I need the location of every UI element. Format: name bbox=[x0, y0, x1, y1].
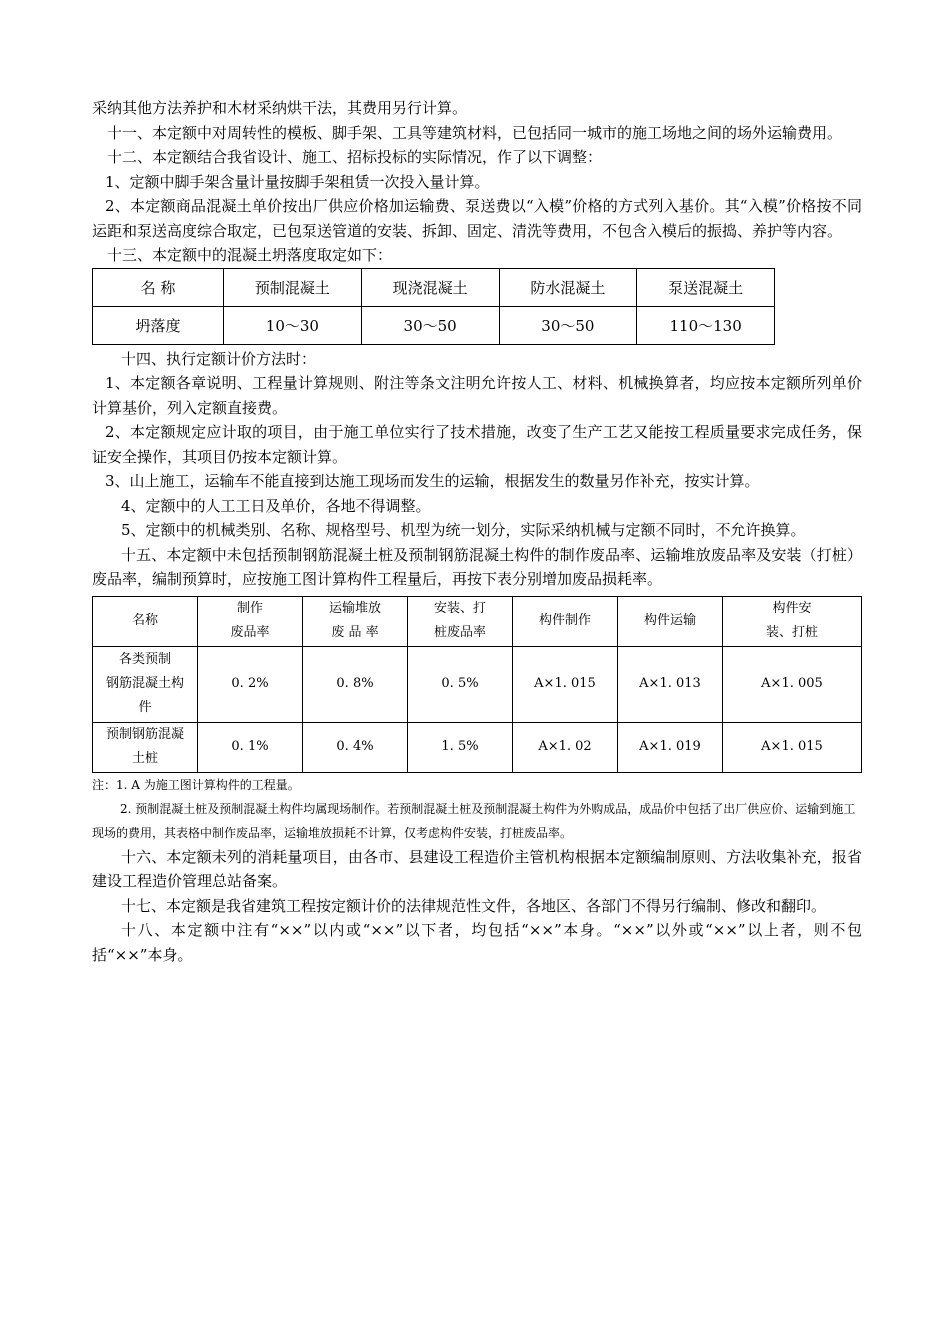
document-page bbox=[92, 96, 862, 967]
paragraph-sub-1: 1、本定额各章说明、工程量计算规则、附注等条文注明允许按人工、材料、机械换算者，均应按本定额所列单价计算基价，列入定额直接费。 bbox=[92, 374, 862, 417]
table-cell: 坍落度 bbox=[93, 306, 224, 344]
table-cell: 30～50 bbox=[361, 306, 499, 344]
table-row bbox=[93, 306, 775, 344]
paragraph-sub-2: 2、本定额商品混凝土单价按出厂供应价格加运输费、泵送费以“入模”价格的方式列入基价。其“入模”价格按不同运距和泵送高度综合取定，已包泵送管道的安装、拆卸、固定、清洗等费用，不包含入模后的振捣、养护等内容。 bbox=[92, 197, 862, 240]
paragraph-sub-3: 3、山上施工，运输车不能直接到达施工现场而发生的运输，根据发生的数量另作补充，按实计算。 bbox=[105, 472, 760, 490]
table-note-1: 注：1. A 为施工图计算构件的工程量。 bbox=[92, 777, 300, 792]
paragraph-sub-1: 1、定额中脚手架含量计量按脚手架租赁一次投入量计算。 bbox=[105, 172, 490, 191]
table-row bbox=[93, 722, 862, 772]
paragraph-item-15: 十五、本定额中未包括预制钢筋混凝土桩及预制钢筋混凝土构件的制作废品率、运输堆放废品率及安装（打桩）废品率，编制预算时，应按施工图计算构件工程量后，再按下表分别增加废品损耗率。 bbox=[92, 545, 862, 588]
table-note-2: 2. 预制混凝土桩及预制混凝土构件均属现场制作。若预制混凝土桩及预制混凝土构件为外购成品，成品价中包括了出厂供应价、运输到施工现场的费用，其表格中制作废品率，运输堆放损耗不计算，仅考虑构件安装，打桩废品率。 bbox=[92, 801, 856, 840]
paragraph-item-14: 十四、执行定额计价方法时： bbox=[121, 349, 317, 368]
table-cell: 0. 1% bbox=[198, 722, 303, 772]
table-cell: A×1. 005 bbox=[723, 646, 862, 722]
table-cell: 运输堆放 废 品 率 bbox=[303, 596, 408, 646]
table-header-row bbox=[93, 596, 862, 646]
table-cell: 0. 2% bbox=[198, 646, 303, 722]
paragraph-sub-4: 4、定额中的人工工日及单价，各地不得调整。 bbox=[121, 496, 431, 515]
paragraph-item-16: 十六、本定额未列的消耗量项目，由各市、县建设工程造价主管机构根据本定额编制原则、方法收集补充，报省建设工程造价管理总站备案。 bbox=[92, 847, 862, 890]
table-cell: 构件运输 bbox=[618, 596, 723, 646]
table-cell: 10～30 bbox=[224, 306, 362, 344]
table-cell: 名 称 bbox=[93, 268, 224, 306]
table-cell: 0. 4% bbox=[303, 722, 408, 772]
table-row bbox=[93, 646, 862, 722]
paragraph-item-11: 十一、本定额中对周转性的模板、脚手架、工具等建筑材料，已包括同一城市的施工场地之间的场外运输费用。 bbox=[107, 123, 843, 142]
table-cell: 0. 5% bbox=[408, 646, 513, 722]
table-cell: A×1. 015 bbox=[723, 722, 862, 772]
table-cell: 预制混凝土 bbox=[224, 268, 362, 306]
table-cell: A×1. 013 bbox=[618, 646, 723, 722]
table-cell: 泵送混凝土 bbox=[637, 268, 775, 306]
table-cell: 安装、打 桩废品率 bbox=[408, 596, 513, 646]
table-cell: 构件制作 bbox=[513, 596, 618, 646]
table-cell: A×1. 02 bbox=[513, 722, 618, 772]
table-cell: 1. 5% bbox=[408, 722, 513, 772]
paragraph-sub-2: 2、本定额规定应计取的项目，由于施工单位实行了技术措施，改变了生产工艺又能按工程质量要求完成任务，保证安全操作，其项目仍按本定额计算。 bbox=[92, 423, 862, 466]
slump-table bbox=[92, 268, 775, 345]
table-cell: 防水混凝土 bbox=[499, 268, 637, 306]
paragraph-sub-5: 5、定额中的机械类别、名称、规格型号、机型为统一划分，实际采纳机械与定额不同时，不允许换算。 bbox=[121, 521, 806, 539]
paragraph-item-18: 十八、本定额中注有“××”以内或“××”以下者，均包括“××”本身。“××”以外或“××”以上者，则不包括“××”本身。 bbox=[92, 921, 862, 964]
paragraph-item-13: 十三、本定额中的混凝土坍落度取定如下： bbox=[107, 246, 393, 264]
table-cell: 0. 8% bbox=[303, 646, 408, 722]
table-cell: 构件安 装、打桩 bbox=[723, 596, 862, 646]
loss-rate-table bbox=[92, 596, 862, 773]
table-cell: 110～130 bbox=[637, 306, 775, 344]
table-cell: A×1. 019 bbox=[618, 722, 723, 772]
table-cell: 各类预制 钢筋混凝土构 件 bbox=[93, 646, 198, 722]
table-cell: 现浇混凝土 bbox=[361, 268, 499, 306]
table-cell: 30～50 bbox=[499, 306, 637, 344]
paragraph-item-17: 十七、本定额是我省建筑工程按定额计价的法律规范性文件，各地区、各部门不得另行编制、修改和翻印。 bbox=[121, 896, 827, 915]
table-cell: A×1. 015 bbox=[513, 646, 618, 722]
table-cell: 制作 废品率 bbox=[198, 596, 303, 646]
paragraph: 采纳其他方法养护和木材采纳烘干法，其费用另行计算。 bbox=[92, 99, 468, 117]
table-cell: 预制钢筋混凝 土桩 bbox=[93, 722, 198, 772]
table-header-row bbox=[93, 268, 775, 306]
table-cell: 名称 bbox=[93, 596, 198, 646]
paragraph-item-12: 十二、本定额结合我省设计、施工、招标投标的实际情况，作了以下调整： bbox=[107, 148, 603, 166]
